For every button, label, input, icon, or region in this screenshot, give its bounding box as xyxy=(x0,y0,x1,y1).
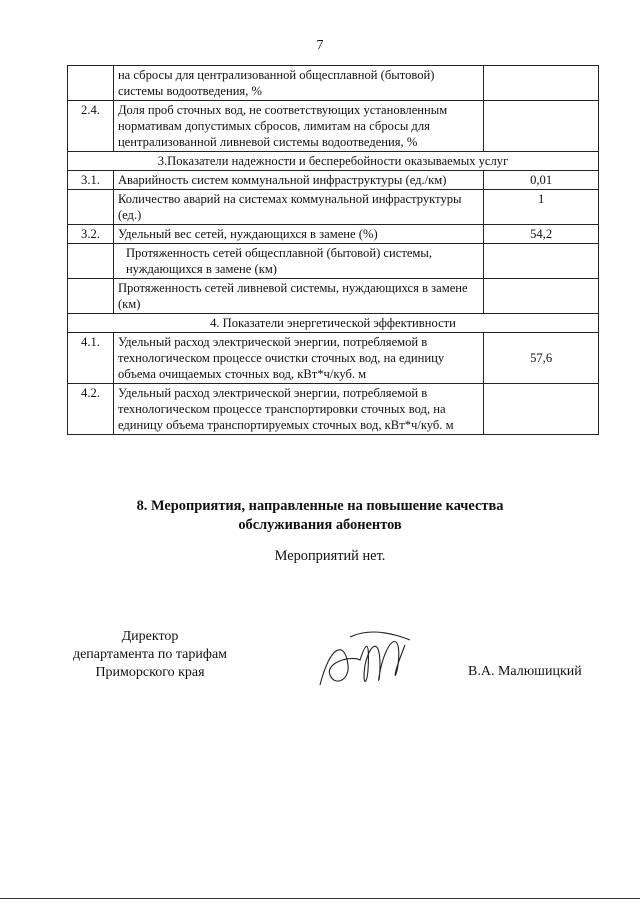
row-number xyxy=(68,190,114,225)
table-row xyxy=(68,244,599,279)
signer-title-line1: Директор xyxy=(121,629,179,644)
table-row xyxy=(68,384,599,435)
row-description: Доля проб сточных вод, не соответствующих установленным нормативам допустимых сбросов, лимитам на сбросы для централизованной ливневой системы водоотведения, % xyxy=(113,101,483,152)
row-value: 57,6 xyxy=(484,333,599,384)
table-row xyxy=(68,333,599,384)
row-description: Удельный вес сетей, нуждающихся в замене (%) xyxy=(113,225,483,244)
section-title: 4. Показатели энергетической эффективности xyxy=(68,314,599,333)
section-8-heading-line1: 8. Мероприятия, направленные на повышение качества xyxy=(136,498,504,514)
row-number xyxy=(68,279,114,314)
section-title: 3.Показатели надежности и бесперебойности оказываемых услуг xyxy=(68,152,599,171)
row-value: 1 xyxy=(484,190,599,225)
row-number: 3.1. xyxy=(68,171,114,190)
table-row xyxy=(68,171,599,190)
row-description: Протяженность сетей ливневой системы, нуждающихся в замене (км) xyxy=(113,279,483,314)
row-number: 3.2. xyxy=(68,225,114,244)
handwritten-signature xyxy=(310,625,420,695)
page-number: 7 xyxy=(316,38,324,53)
signer-title-line3: Приморского края xyxy=(95,665,205,680)
table-row xyxy=(68,66,599,101)
row-value xyxy=(484,66,599,101)
indicators-table xyxy=(67,65,599,435)
table-section-row xyxy=(68,314,599,333)
section-8-heading xyxy=(0,497,640,535)
table-row xyxy=(68,225,599,244)
row-description: Протяженность сетей общесплавной (бытовой) системы, нуждающихся в замене (км) xyxy=(113,244,483,279)
indicators-table-body xyxy=(68,66,599,435)
row-description: Удельный расход электрической энергии, потребляемой в технологическом процессе транспортировки сточных вод, на единицу объема транспортируемых сточных вод, кВт*ч/куб. м xyxy=(113,384,483,435)
signer-title xyxy=(60,628,240,682)
row-value xyxy=(484,279,599,314)
signer-name: В.А. Малюшицкий xyxy=(468,664,582,679)
section-8-text: Мероприятий нет. xyxy=(274,548,386,564)
row-number: 4.1. xyxy=(68,333,114,384)
table-row xyxy=(68,279,599,314)
row-value xyxy=(484,384,599,435)
table-section-row xyxy=(68,152,599,171)
row-description: Количество аварий на системах коммунальной инфраструктуры (ед.) xyxy=(113,190,483,225)
table-row xyxy=(68,101,599,152)
row-number: 4.2. xyxy=(68,384,114,435)
row-value xyxy=(484,244,599,279)
row-number xyxy=(68,244,114,279)
table-row xyxy=(68,190,599,225)
signer-title-line2: департамента по тарифам xyxy=(72,647,228,662)
row-number xyxy=(68,66,114,101)
row-description: Удельный расход электрической энергии, потребляемой в технологическом процессе очистки сточных вод, на единицу объема очищаемых сточных вод, кВт*ч/куб. м xyxy=(113,333,483,384)
row-value: 54,2 xyxy=(484,225,599,244)
row-value: 0,01 xyxy=(484,171,599,190)
row-description: на сбросы для централизованной общесплавной (бытовой) системы водоотведения, % xyxy=(113,66,483,101)
row-description: Аварийность систем коммунальной инфраструктуры (ед./км) xyxy=(113,171,483,190)
row-value xyxy=(484,101,599,152)
section-8-heading-line2: обслуживания абонентов xyxy=(238,517,402,533)
row-number: 2.4. xyxy=(68,101,114,152)
page-bottom-divider xyxy=(0,898,640,899)
